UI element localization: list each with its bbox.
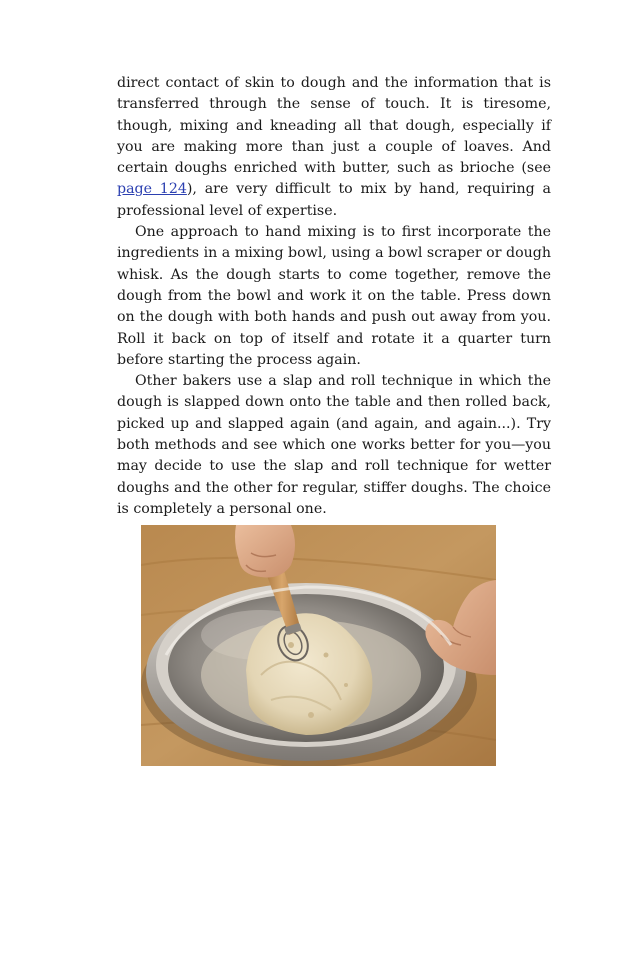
dough-mixing-photo bbox=[141, 525, 496, 766]
dough-mixing-illustration bbox=[141, 525, 496, 766]
paragraph-3: Other bakers use a slap and roll technique in which the dough is slapped down onto the table and then rolled back, picked up and slapped again (and again, and again...). Try both methods and see which one works better for you—you may decide to use the slap and roll technique for wetter doughs and the other for regular, stiffer doughs. The choice is completely a personal one. bbox=[117, 373, 551, 517]
paragraph-1-text-after: ), are very difficult to mix by hand, requiring a professional level of expertise. bbox=[117, 181, 551, 219]
paragraph-1-text-before: direct contact of skin to dough and the information that is transferred through the sense of touch. It is tiresome, though, mixing and kneading all that dough, especially if you are making more than just a couple of loaves. And certain doughs enriched with butter, such as brioche (see bbox=[117, 75, 551, 177]
body-text bbox=[117, 73, 551, 520]
paragraph-1 bbox=[117, 73, 551, 222]
paragraph-2: One approach to hand mixing is to first incorporate the ingredients in a mixing bowl, using a bowl scraper or dough whisk. As the dough starts to come together, remove the dough from the bowl and work it on the table. Press down on the dough with both hands and push out away from you. Roll it back on top of itself and rotate it a quarter turn before starting the process again. bbox=[117, 224, 551, 368]
page-124-link[interactable]: page 124 bbox=[117, 181, 187, 198]
left-hand bbox=[235, 525, 295, 578]
